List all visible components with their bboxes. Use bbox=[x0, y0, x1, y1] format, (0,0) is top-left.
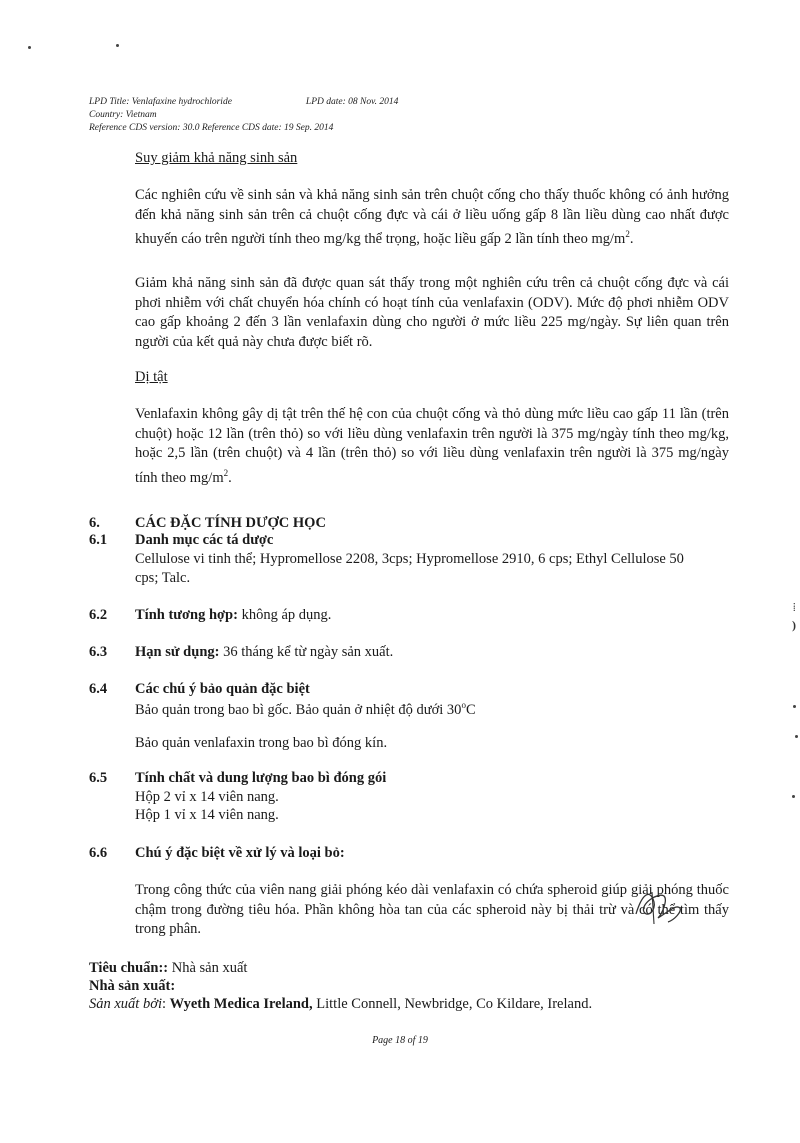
section-6-3-line bbox=[135, 644, 393, 661]
fertility-heading: Suy giảm khả năng sinh sản bbox=[135, 150, 298, 166]
teratogenicity-paragraph-text: Venlafaxin không gây dị tật trên thế hệ con của chuột cống và thỏ dùng mức liều cao gấp 11 lần (trên chuột) hoặc 12 lần (trên thỏ) so với liều dùng venlafaxin trên người là 375 mg/ngày tính theo mg/kg, hoặc 2,5 lần (trên chuột) và 4 lần (trên thỏ) so với liều dùng venlafaxin trên người là 375 mg/ngày tính theo mg/m bbox=[135, 406, 729, 486]
scan-speck bbox=[793, 705, 796, 708]
standard-label: Tiêu chuẩn:: bbox=[89, 960, 169, 976]
disposal-paragraph: Trong công thức của viên nang giải phóng kéo dài venlafaxin có chứa spheroid giúp giải phóng thuốc chậm trong đường tiêu hóa. Phần không hòa tan của các spheroid này bị thải trừ và có thể tìm thấy trong phân. bbox=[135, 882, 729, 937]
scan-speck bbox=[116, 44, 119, 47]
section-6-1-number: 6.1 bbox=[89, 532, 108, 548]
section-6-5-title: Tính chất và dung lượng bao bì đóng gói bbox=[135, 770, 387, 786]
manufacturer-line bbox=[89, 996, 592, 1013]
section-6-4-number: 6.4 bbox=[89, 681, 108, 697]
colon: : bbox=[161, 996, 170, 1012]
standard-line bbox=[89, 960, 247, 977]
lpd-title: LPD Title: Venlafaxine hydrochloride bbox=[89, 97, 232, 107]
country: Country: Vietnam bbox=[89, 110, 157, 120]
company-name: Wyeth Medica Ireland, bbox=[169, 996, 313, 1012]
lpd-date: LPD date: 08 Nov. 2014 bbox=[305, 97, 399, 107]
scan-speck bbox=[795, 735, 798, 738]
section-6-6-number: 6.6 bbox=[89, 845, 108, 861]
fertility-paragraph-2: Giảm khả năng sinh sản đã được quan sát thấy trong một nghiên cứu trên cả chuột cống đực và cái phơi nhiễm với chất chuyển hóa chính có hoạt tính của venlafaxin (ODV). Mức độ phơi nhiễm ODV cao gấp khoảng 2 đến 3 lần venlafaxin dùng cho người ở mức liều 225 mg/ngày. Sự liên quan trên người của kết quả này chưa được biết rõ. bbox=[135, 275, 729, 350]
scan-speck bbox=[28, 46, 31, 49]
period: . bbox=[228, 469, 232, 486]
superscript: 2 bbox=[625, 229, 630, 239]
packaging-line-2: Hộp 1 vỉ x 14 viên nang. bbox=[135, 807, 279, 823]
company-address: Little Connell, Newbridge, Co Kildare, Ireland. bbox=[312, 996, 593, 1012]
fertility-paragraph-1-text: Các nghiên cứu về sinh sản và khả năng sinh sản trên chuột cống cho thấy thuốc không có ảnh hưởng đến khả năng sinh sản trên cả chuột cống đực và cái ở liều uống gấp 8 lần liều dùng cao nhất được khuyến cáo trên người tính theo mg/kg thể trọng, hoặc liều gấp 2 lần tính theo mg/m bbox=[135, 187, 729, 247]
section-6-3-number: 6.3 bbox=[89, 644, 108, 660]
storage-line-2: Bảo quản venlafaxin trong bao bì đóng kín. bbox=[135, 735, 388, 751]
scan-edge-mark: ) bbox=[792, 618, 796, 632]
section-6-3-text: 36 tháng kể từ ngày sản xuất. bbox=[219, 644, 394, 660]
storage-line-1-text: Bảo quản trong bao bì gốc. Bảo quản ở nhiệt độ dưới 30 bbox=[135, 701, 462, 718]
section-6-1-title: Danh mục các tá dược bbox=[135, 532, 274, 548]
handwritten-initials bbox=[628, 884, 688, 928]
scan-edge-mark: ⁞ bbox=[792, 600, 796, 614]
reference-cds: Reference CDS version: 30.0 Reference CDS date: 19 Sep. 2014 bbox=[89, 123, 334, 133]
superscript: 2 bbox=[223, 467, 229, 478]
section-6-2-line bbox=[135, 607, 331, 624]
fertility-paragraph-1 bbox=[135, 186, 729, 249]
made-by-label: Sản xuất bởi bbox=[89, 996, 162, 1012]
section-6-4-title: Các chú ý bảo quản đặc biệt bbox=[135, 681, 310, 697]
period: . bbox=[629, 230, 634, 247]
excipients-line-2: cps; Talc. bbox=[135, 570, 191, 586]
scan-speck bbox=[792, 795, 795, 798]
section-6-3-title: Hạn sử dụng: bbox=[135, 644, 220, 660]
storage-line-1 bbox=[135, 700, 476, 719]
excipients-line-1: Cellulose vi tinh thể; Hypromellose 2208, 3cps; Hypromellose 2910, 6 cps; Ethyl Cellulose 50 bbox=[135, 551, 684, 567]
section-6-6-title: Chú ý đặc biệt về xử lý và loại bỏ: bbox=[135, 845, 345, 861]
section-6-2-number: 6.2 bbox=[89, 607, 108, 623]
section-6-5-number: 6.5 bbox=[89, 770, 108, 786]
celsius-unit: C bbox=[465, 701, 476, 718]
section-6-2-title: Tính tương hợp: bbox=[135, 607, 238, 623]
page-number: Page 18 of 19 bbox=[372, 1035, 428, 1046]
manufacturer-label: Nhà sản xuất: bbox=[89, 978, 176, 994]
section-6-title: CÁC ĐẶC TÍNH DƯỢC HỌC bbox=[135, 515, 326, 531]
packaging-line-1: Hộp 2 vỉ x 14 viên nang. bbox=[135, 789, 279, 805]
teratogenicity-paragraph bbox=[135, 405, 729, 488]
degree-superscript: o bbox=[461, 700, 466, 710]
section-6-2-text: không áp dụng. bbox=[237, 607, 332, 623]
standard-value: Nhà sản xuất bbox=[168, 960, 248, 976]
section-6-number: 6. bbox=[89, 515, 100, 531]
teratogenicity-heading: Dị tật bbox=[135, 369, 168, 385]
document-header bbox=[89, 96, 398, 135]
